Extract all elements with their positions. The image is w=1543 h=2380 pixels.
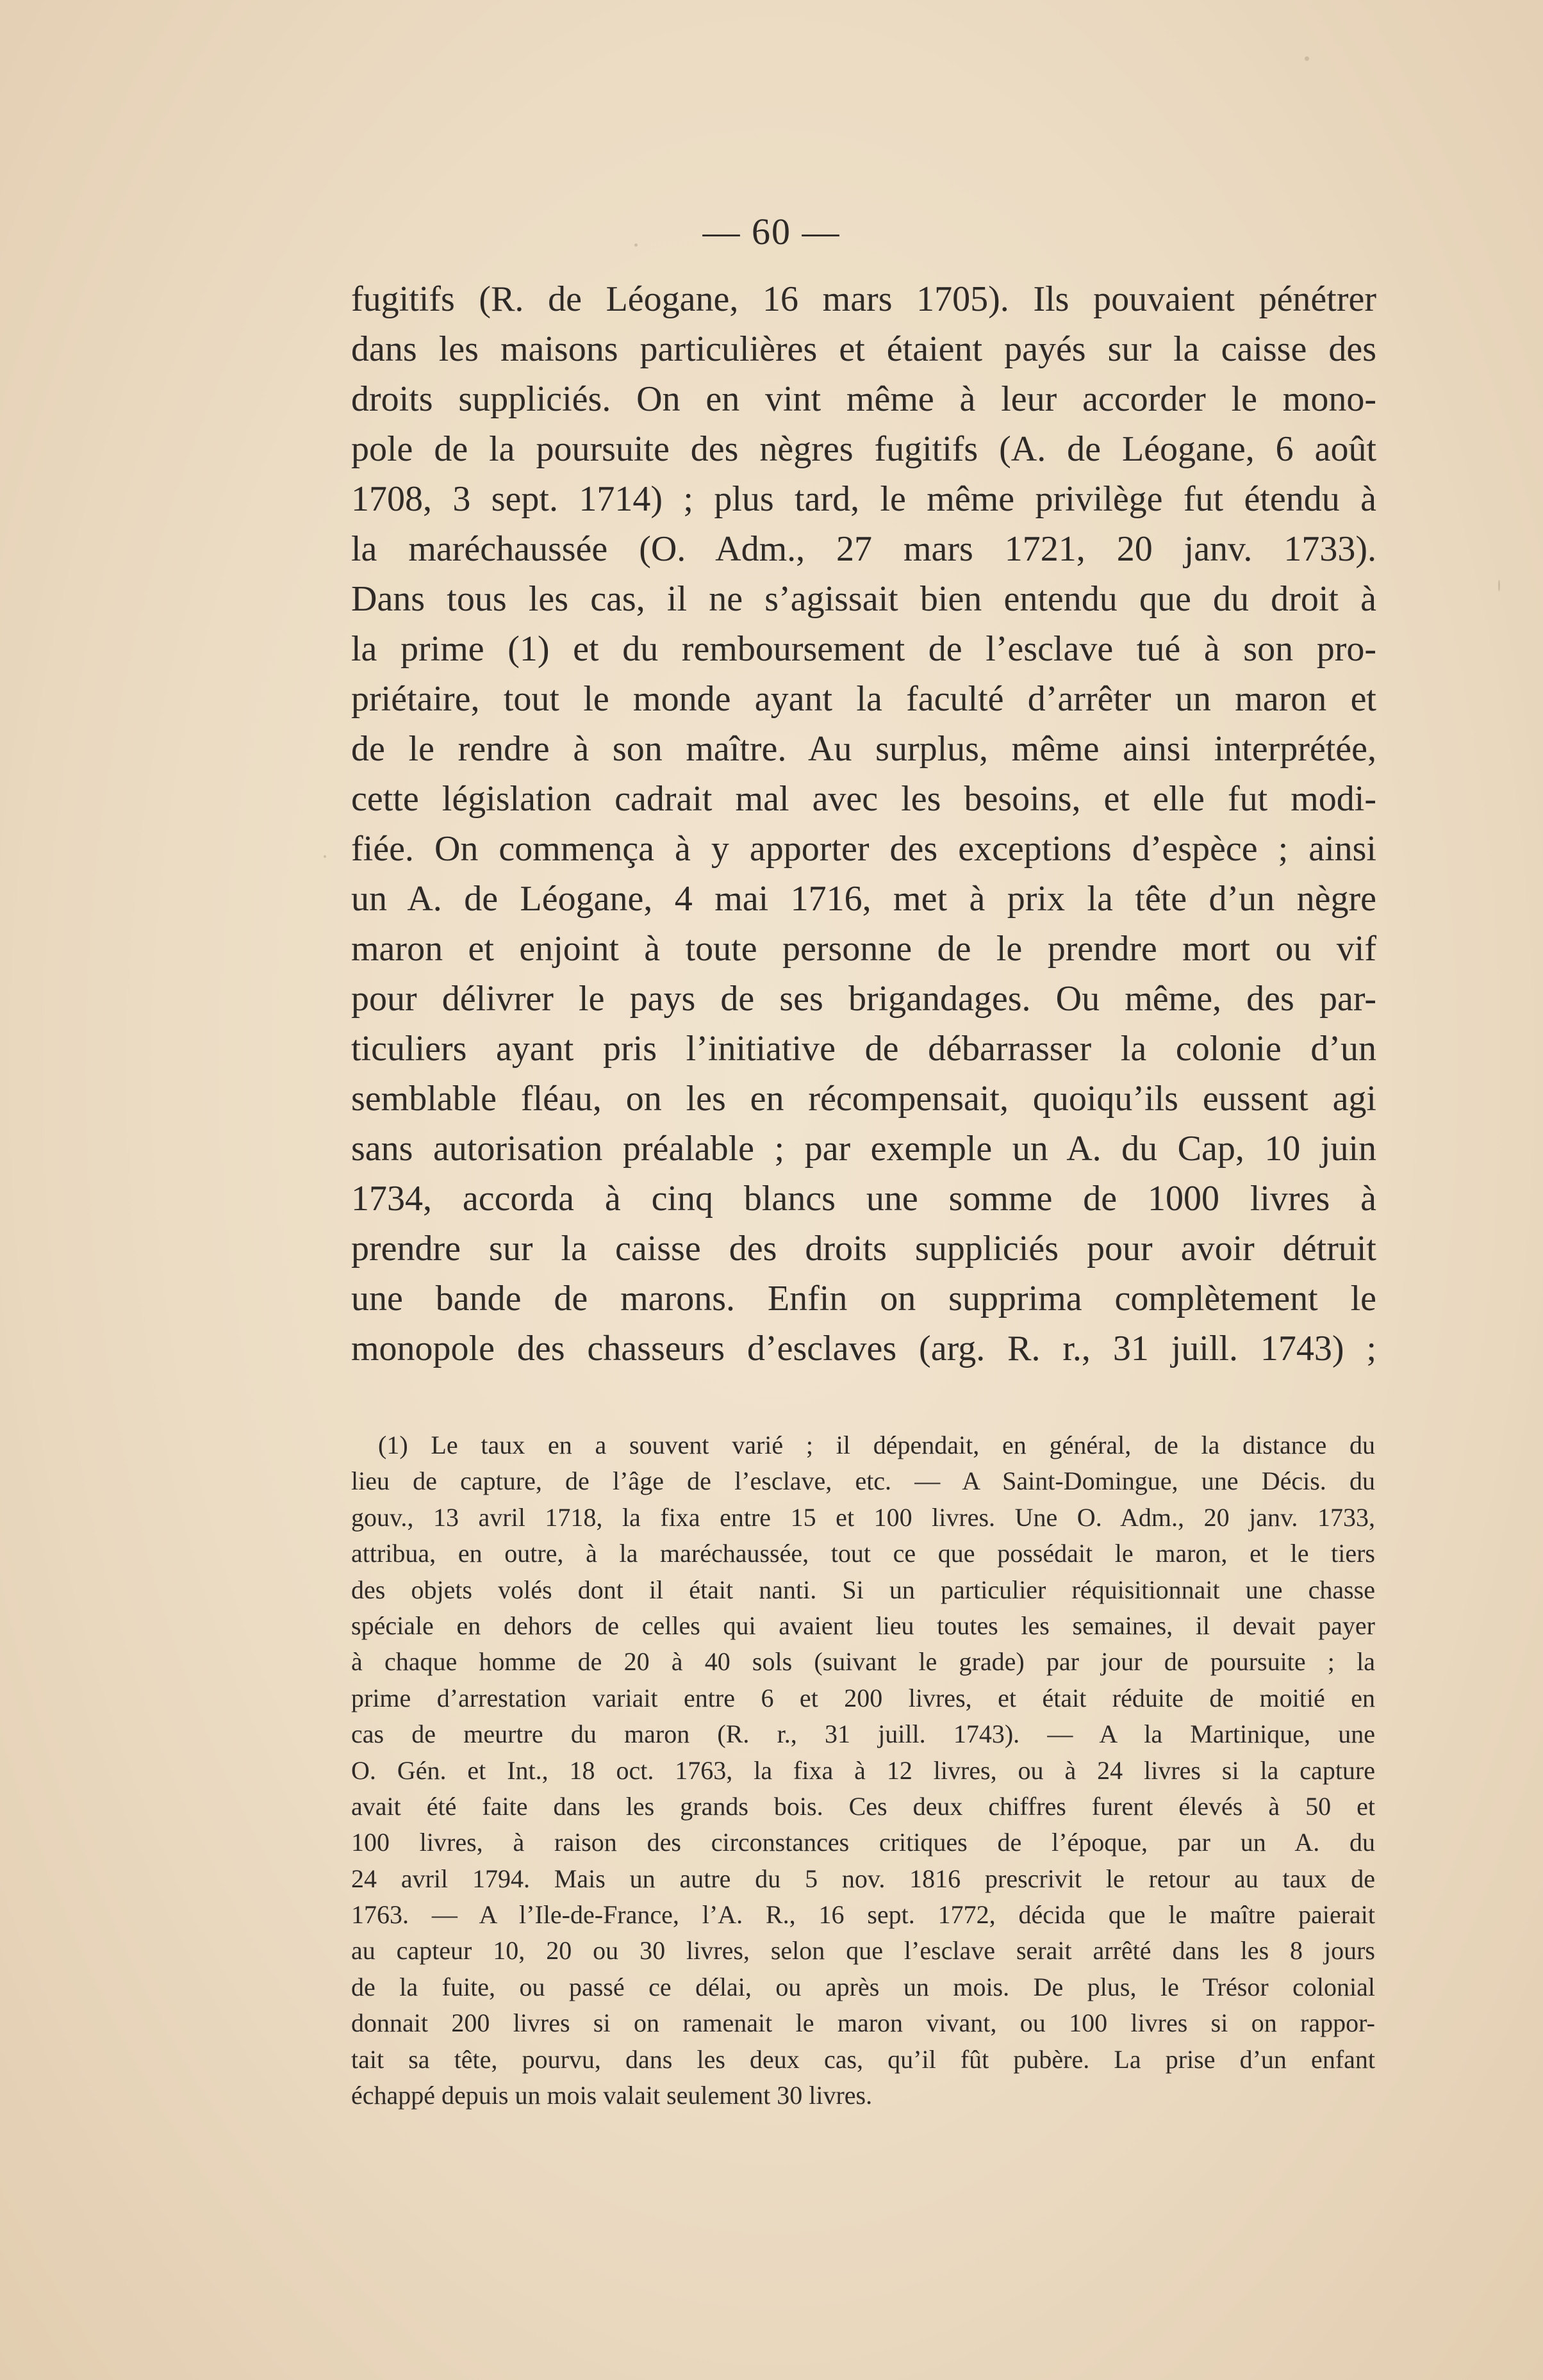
body-line: droits suppliciés. On en vint même à leur accorder le mono-	[351, 379, 1376, 419]
body-line: la maréchaussée (O. Adm., 27 mars 1721, 20 janv. 1733).	[351, 529, 1376, 569]
footnote-line: O. Gén. et Int., 18 oct. 1763, la fixa à 12 livres, ou à 24 livres si la capture	[351, 1755, 1375, 1785]
body-line: pour délivrer le pays de ses brigandages. Ou même, des par-	[351, 979, 1376, 1019]
body-line: pole de la poursuite des nègres fugitifs (A. de Léogane, 6 août	[351, 429, 1376, 469]
footnote-line: gouv., 13 avril 1718, la fixa entre 15 et 100 livres. Une O. Adm., 20 janv. 1733,	[351, 1502, 1375, 1532]
paper-speck	[1305, 56, 1309, 61]
body-line: maron et enjoint à toute personne de le prendre mort ou vif	[351, 929, 1376, 969]
body-line: Dans tous les cas, il ne s’agissait bien entendu que du droit à	[351, 579, 1376, 619]
footnote-line: au capteur 10, 20 ou 30 livres, selon que l’esclave serait arrêté dans les 8 jours	[351, 1936, 1375, 1966]
body-line: cette législation cadrait mal avec les besoins, et elle fut modi-	[351, 779, 1376, 819]
body-line: fiée. On commença à y apporter des exceptions d’espèce ; ainsi	[351, 829, 1376, 869]
body-line: semblable fléau, on les en récompensait, quoiqu’ils eussent agi	[351, 1079, 1376, 1119]
footnote-line: échappé depuis un mois valait seulement 30 livres.	[351, 2081, 873, 2110]
body-line: ticuliers ayant pris l’initiative de débarrasser la colonie d’un	[351, 1029, 1376, 1069]
body-line: sans autorisation préalable ; par exemple un A. du Cap, 10 juin	[351, 1129, 1376, 1169]
footnote-line: de la fuite, ou passé ce délai, ou après un mois. De plus, le Trésor colonial	[351, 1972, 1375, 2001]
footnote	[351, 1427, 1375, 2113]
footnote-line: 24 avril 1794. Mais un autre du 5 nov. 1816 prescrivit le retour au taux de	[351, 1864, 1375, 1893]
body-line: un A. de Léogane, 4 mai 1716, met à prix la tête d’un nègre	[351, 879, 1376, 919]
body-line: dans les maisons particulières et étaient payés sur la caisse des	[351, 329, 1376, 369]
body-line: 1708, 3 sept. 1714) ; plus tard, le même privilège fut étendu à	[351, 479, 1376, 519]
footnote-line: attribua, en outre, à la maréchaussée, tout ce que possédait le maron, et le tiers	[351, 1539, 1375, 1568]
paper-speck	[324, 855, 326, 858]
footnote-line: donnait 200 livres si on ramenait le maron vivant, ou 100 livres si on rappor-	[351, 2008, 1375, 2038]
footnote-line: prime d’arrestation variait entre 6 et 200 livres, et était réduite de moitié en	[351, 1683, 1375, 1712]
body-line: monopole des chasseurs d’esclaves (arg. R. r., 31 juill. 1743) ;	[351, 1329, 1376, 1368]
body-line: de le rendre à son maître. Au surplus, même ainsi interprétée,	[351, 729, 1376, 769]
footnote-line: tait sa tête, pourvu, dans les deux cas, qu’il fût pubère. La prise d’un enfant	[351, 2044, 1375, 2074]
body-line: une bande de marons. Enfin on supprima complètement le	[351, 1279, 1376, 1318]
footnote-line: lieu de capture, de l’âge de l’esclave, etc. — A Saint-Domingue, une Décis. du	[351, 1466, 1375, 1496]
footnote-line: cas de meurtre du maron (R. r., 31 juill. 1743). — A la Martinique, une	[351, 1719, 1375, 1749]
body-line: la prime (1) et du remboursement de l’esclave tué à son pro-	[351, 629, 1376, 669]
body-line: fugitifs (R. de Léogane, 16 mars 1705). Ils pouvaient pénétrer	[351, 279, 1376, 319]
footnote-line: avait été faite dans les grands bois. Ces deux chiffres furent élevés à 50 et	[351, 1791, 1375, 1821]
body-line: 1734, accorda à cinq blancs une somme de 1000 livres à	[351, 1179, 1376, 1219]
footnote-line: 1763. — A l’Ile-de-France, l’A. R., 16 sept. 1772, décida que le maître paierait	[351, 1900, 1375, 1930]
body-line: prendre sur la caisse des droits suppliciés pour avoir détruit	[351, 1229, 1376, 1268]
footnote-line: des objets volés dont il était nanti. Si un particulier réquisitionnait une chasse	[351, 1575, 1375, 1604]
footnote-line: spéciale en dehors de celles qui avaient lieu toutes les semaines, il devait payer	[351, 1611, 1375, 1640]
footnote-line: (1) Le taux en a souvent varié ; il dépendait, en général, de la distance du	[378, 1431, 1375, 1459]
footnote-line: à chaque homme de 20 à 40 sols (suivant le grade) par jour de poursuite ; la	[351, 1647, 1375, 1677]
paper-speck	[1498, 580, 1500, 591]
body-line: priétaire, tout le monde ayant la faculté d’arrêter un maron et	[351, 679, 1376, 719]
footnote-line: 100 livres, à raison des circonstances critiques de l’époque, par un A. du	[351, 1828, 1375, 1857]
page-number: — 60 —	[702, 211, 841, 252]
main-text	[351, 274, 1376, 1374]
